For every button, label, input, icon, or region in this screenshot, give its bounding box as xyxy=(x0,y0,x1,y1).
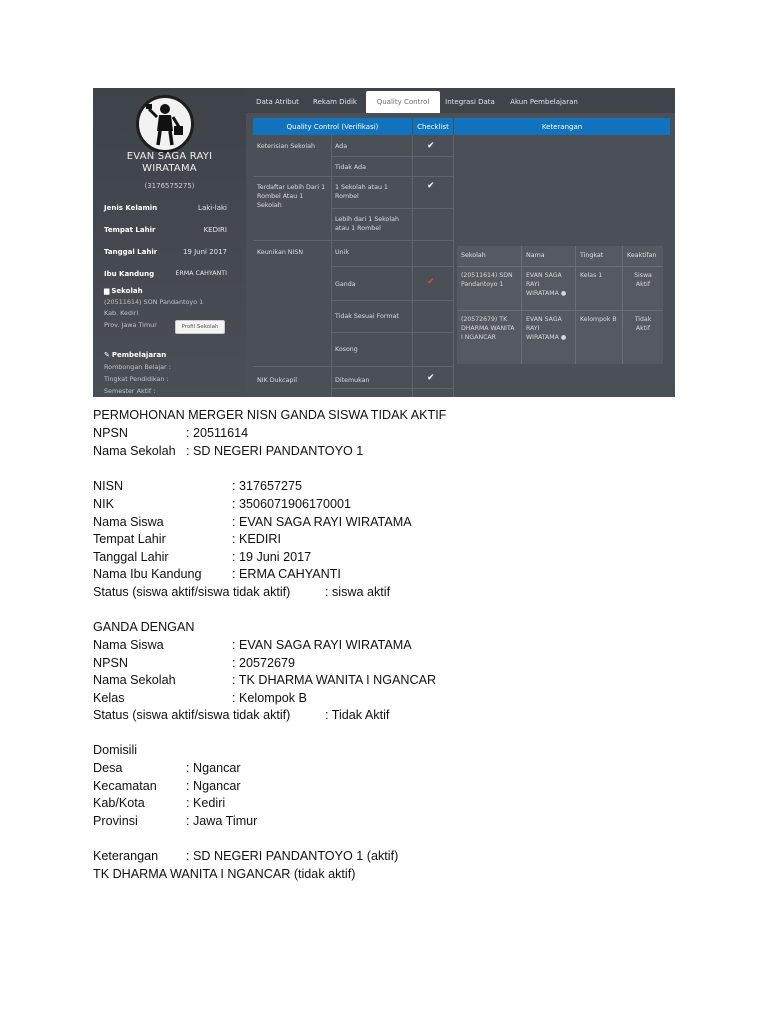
field-value: : 317657275 xyxy=(232,479,303,493)
field-value: : EVAN SAGA RAYI WIRATAMA xyxy=(232,638,412,652)
tab-bar xyxy=(246,88,675,113)
option-tidak-sesuai-format: Tidak Sesuai Format xyxy=(335,313,399,320)
user-icon: ● xyxy=(560,290,567,297)
grid-line xyxy=(622,246,623,364)
field-label: Tempat Lahir xyxy=(93,532,166,546)
grid-line xyxy=(332,156,453,157)
student-name: EVAN SAGA RAYI WIRATAMA xyxy=(126,151,213,174)
pencil-icon: ✎ xyxy=(104,351,110,359)
grid-line xyxy=(332,300,453,301)
field-label: NPSN xyxy=(93,656,128,670)
field-label: Tanggal Lahir xyxy=(93,550,169,564)
field-label: Kelas xyxy=(93,691,125,705)
field-value: : Tidak Aktif xyxy=(325,708,390,722)
tab-data-atribut[interactable]: Data Atribut xyxy=(256,98,299,106)
grid-line xyxy=(332,266,453,267)
profile-sidebar xyxy=(93,88,246,397)
header-checklist: Checklist xyxy=(413,118,453,135)
option-satu-sekolah: 1 Sekolah atau 1 Rombel xyxy=(335,184,388,200)
pembelajaran-section: ✎ Pembelajaran xyxy=(104,351,167,359)
pembelajaran-line: Rombongan Belajar : xyxy=(104,363,171,371)
field-label: Nama Ibu Kandung xyxy=(93,567,202,581)
row-nik-dukcapil: NIK Dukcapil xyxy=(257,377,298,384)
field-value: : EVAN SAGA RAYI WIRATAMA xyxy=(232,515,412,529)
field-label: Status (siswa aktif/siswa tidak aktif) xyxy=(93,708,291,722)
header-keterangan: Keterangan xyxy=(454,118,670,135)
option-ganda: Ganda xyxy=(335,281,356,288)
sekolah-line: Kab. Kediri xyxy=(104,309,139,317)
student-avatar-icon xyxy=(145,101,185,147)
inner-cell-keaktifan: Siswa Aktif xyxy=(634,272,652,288)
field-tanggal-lahir: Tanggal Lahir 19 Juni 2017 xyxy=(104,248,227,256)
field-label: Desa xyxy=(93,761,123,775)
field-label: Kecamatan xyxy=(93,779,157,793)
inner-cell-tingkat: Kelas 1 xyxy=(580,272,603,279)
field-label: Kab/Kota xyxy=(93,796,145,810)
option-ditemukan: Ditemukan xyxy=(335,377,370,384)
sekolah-section: ▆ Sekolah xyxy=(104,287,143,295)
field-value: : 3506071906170001 xyxy=(232,497,352,511)
field-label: Status (siswa aktif/siswa tidak aktif) xyxy=(93,585,291,599)
field-value: : siswa aktif xyxy=(325,585,391,599)
inner-header-keaktifan: Keaktifan xyxy=(627,252,657,259)
avatar xyxy=(136,95,194,153)
option-lebih-satu: Lebih dari 1 Sekolah atau 1 Rombel xyxy=(335,216,399,232)
inner-header-nama: Nama xyxy=(526,252,545,259)
book-icon: ▆ xyxy=(104,287,110,295)
user-icon: ● xyxy=(560,334,567,341)
sekolah-line: (20511614) SON Pandantoyo 1 xyxy=(104,298,204,306)
field-label: Keterangan xyxy=(93,849,159,863)
keterangan-table xyxy=(457,246,663,364)
field-value: : 20572679 xyxy=(232,656,296,670)
field-value: : Ngancar xyxy=(186,761,241,775)
domisili-heading: Domisili xyxy=(93,743,138,757)
pembelajaran-line: Tingkat Pendidikan : xyxy=(104,375,169,383)
field-value: : Kediri xyxy=(186,796,226,810)
field-label: Nama Sekolah xyxy=(93,673,176,687)
inner-cell-keaktifan: Tidak Aktif xyxy=(634,316,652,332)
field-label: Provinsi xyxy=(93,814,138,828)
inner-header-tingkat: Tingkat xyxy=(580,252,604,259)
row-terdaftar: Terdaftar Lebih Dari 1 Rombel Atau 1 Sekolah xyxy=(257,184,326,209)
row-keunikan-nisn: Keunikan NISN xyxy=(257,249,304,256)
nama-sekolah-value: : SD NEGERI PANDANTOYO 1 xyxy=(186,444,364,458)
check-icon-red: ✔ xyxy=(427,277,435,287)
header-quality-control: Quality Control (Verifikasi) xyxy=(253,118,412,135)
row-keterisian-sekolah: Keterisian Sekolah xyxy=(257,143,315,150)
profil-sekolah-button[interactable]: Profil Sekolah xyxy=(175,320,225,334)
field-value: : Kelompok B xyxy=(232,691,307,705)
sekolah-line: Prov. Jawa Timur xyxy=(104,321,157,329)
grid-line xyxy=(457,266,663,267)
option-ada: Ada xyxy=(335,143,348,150)
npsn-value: : 20511614 xyxy=(186,426,249,440)
pembelajaran-line: Semester Aktif : xyxy=(104,387,156,395)
grid-line xyxy=(332,388,453,389)
nama-sekolah-label: Nama Sekolah xyxy=(93,444,176,458)
field-ibu-kandung: Ibu Kandung ERMA CAHYANTI xyxy=(104,270,227,278)
field-tempat-lahir: Tempat Lahir KEDIRI xyxy=(104,226,227,234)
tab-integrasi-data[interactable]: Integrasi Data xyxy=(445,98,495,106)
npsn-label: NPSN xyxy=(93,426,128,440)
grid-line xyxy=(457,310,663,311)
document-title: PERMOHONAN MERGER NISN GANDA SISWA TIDAK AKTIF xyxy=(93,408,447,422)
inner-cell-sekolah: (20572679) TK DHARMA WANITA I NGANCAR xyxy=(461,316,515,341)
inner-cell-nama: EVAN SAGA RAYI WIRATAMA ● xyxy=(526,316,567,341)
keterangan-line-2: TK DHARMA WANITA I NGANCAR (tidak aktif) xyxy=(93,867,356,881)
check-icon: ✔ xyxy=(427,373,435,383)
check-icon: ✔ xyxy=(427,181,435,191)
field-value: : 19 Juni 2017 xyxy=(232,550,312,564)
field-label: Nama Siswa xyxy=(93,515,164,529)
field-label: NISN xyxy=(93,479,124,493)
field-value: : ERMA CAHYANTI xyxy=(232,567,341,581)
grid-line xyxy=(521,246,522,364)
grid-line xyxy=(332,208,453,209)
student-id: (3176575275) xyxy=(144,182,195,190)
field-label: Nama Siswa xyxy=(93,638,164,652)
inner-cell-tingkat: Kelompok B xyxy=(580,316,617,323)
grid-line xyxy=(575,246,576,364)
grid-line xyxy=(253,176,453,177)
option-unik: Unik xyxy=(335,249,349,256)
field-label: NIK xyxy=(93,497,114,511)
check-icon: ✔ xyxy=(427,141,435,151)
field-value: : Ngancar xyxy=(186,779,241,793)
grid-line xyxy=(253,366,453,367)
grid-line xyxy=(253,240,453,241)
field-value: : Jawa Timur xyxy=(186,814,258,828)
field-value: : KEDIRI xyxy=(232,532,281,546)
field-jenis-kelamin: Jenis Kelamin Laki-laki xyxy=(104,204,227,212)
tab-akun-pembelajaran[interactable]: Akun Pembelajaran xyxy=(510,98,578,106)
field-value: : SD NEGERI PANDANTOYO 1 (aktif) xyxy=(186,849,399,863)
field-value: : TK DHARMA WANITA I NGANCAR xyxy=(232,673,437,687)
inner-header-sekolah: Sekolah xyxy=(461,252,486,259)
option-kosong: Kosong xyxy=(335,346,358,353)
tab-quality-control[interactable]: Quality Control xyxy=(366,91,440,113)
grid-line xyxy=(332,332,453,333)
ganda-heading: GANDA DENGAN xyxy=(93,620,195,634)
inner-cell-sekolah: (20511614) SDN Pandantoyo 1 xyxy=(461,272,513,288)
dapodik-screenshot xyxy=(93,88,675,397)
option-tidak-ada: Tidak Ada xyxy=(335,164,366,171)
grid-line xyxy=(453,135,454,397)
tab-rekam-didik[interactable]: Rekam Didik xyxy=(313,98,357,106)
inner-cell-nama: EVAN SAGA RAYI WIRATAMA ● xyxy=(526,272,567,297)
